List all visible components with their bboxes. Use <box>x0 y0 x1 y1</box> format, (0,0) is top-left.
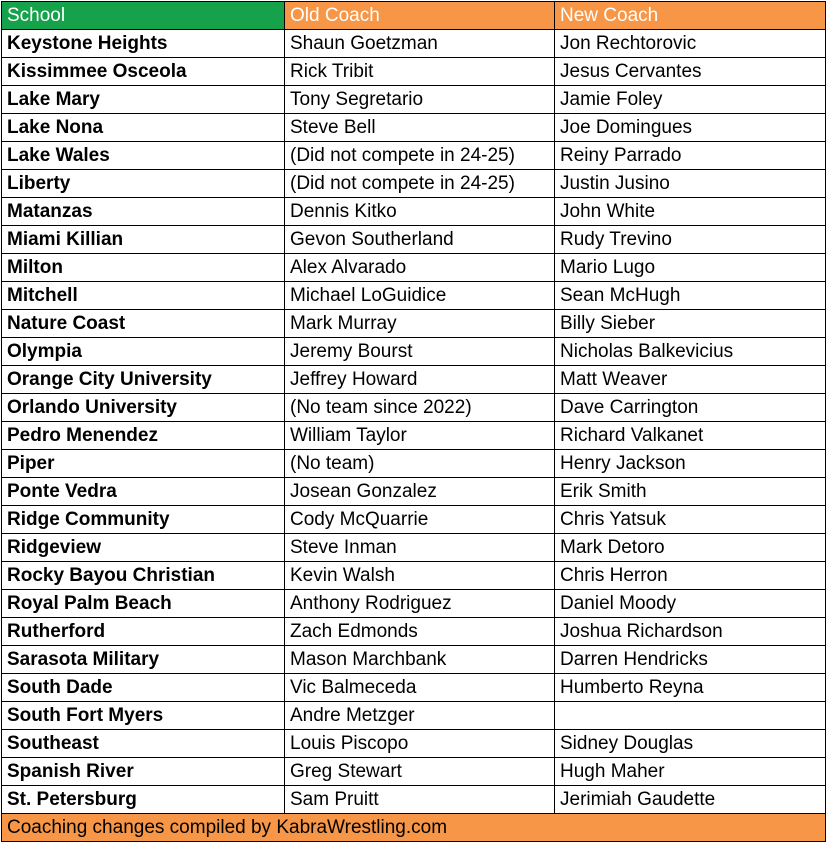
new-coach-cell: Joshua Richardson <box>555 618 826 646</box>
table-row <box>2 198 826 226</box>
school-cell: Royal Palm Beach <box>2 590 285 618</box>
old-coach-cell: Jeffrey Howard <box>285 366 555 394</box>
old-coach-cell: William Taylor <box>285 422 555 450</box>
school-cell: Nature Coast <box>2 310 285 338</box>
new-coach-cell <box>555 702 826 730</box>
new-coach-cell: Justin Jusino <box>555 170 826 198</box>
table-row <box>2 590 826 618</box>
school-cell: Ridge Community <box>2 506 285 534</box>
column-header-school: School <box>2 2 285 30</box>
school-cell: Orange City University <box>2 366 285 394</box>
table-row <box>2 506 826 534</box>
school-cell: Matanzas <box>2 198 285 226</box>
table-row <box>2 114 826 142</box>
school-cell: Lake Wales <box>2 142 285 170</box>
old-coach-cell: Vic Balmeceda <box>285 674 555 702</box>
new-coach-cell: Sean McHugh <box>555 282 826 310</box>
new-coach-cell: Mario Lugo <box>555 254 826 282</box>
new-coach-cell: Nicholas Balkevicius <box>555 338 826 366</box>
old-coach-cell: Rick Tribit <box>285 58 555 86</box>
new-coach-cell: Jesus Cervantes <box>555 58 826 86</box>
table-row <box>2 534 826 562</box>
new-coach-cell: Reiny Parrado <box>555 142 826 170</box>
school-cell: Lake Nona <box>2 114 285 142</box>
old-coach-cell: Steve Inman <box>285 534 555 562</box>
new-coach-cell: Jerimiah Gaudette <box>555 786 826 814</box>
school-cell: Pedro Menendez <box>2 422 285 450</box>
old-coach-cell: Mason Marchbank <box>285 646 555 674</box>
school-cell: Miami Killian <box>2 226 285 254</box>
school-cell: Rocky Bayou Christian <box>2 562 285 590</box>
table-row <box>2 282 826 310</box>
table-row <box>2 86 826 114</box>
old-coach-cell: Anthony Rodriguez <box>285 590 555 618</box>
coaching-changes-sheet <box>0 1 826 842</box>
school-cell: Keystone Heights <box>2 30 285 58</box>
new-coach-cell: Chris Yatsuk <box>555 506 826 534</box>
table-row <box>2 674 826 702</box>
school-cell: Milton <box>2 254 285 282</box>
new-coach-cell: Dave Carrington <box>555 394 826 422</box>
school-cell: Rutherford <box>2 618 285 646</box>
new-coach-cell: Sidney Douglas <box>555 730 826 758</box>
table-row <box>2 142 826 170</box>
table-row <box>2 30 826 58</box>
old-coach-cell: Cody McQuarrie <box>285 506 555 534</box>
table-row <box>2 394 826 422</box>
new-coach-cell: Richard Valkanet <box>555 422 826 450</box>
new-coach-cell: Jon Rechtorovic <box>555 30 826 58</box>
new-coach-cell: Darren Hendricks <box>555 646 826 674</box>
new-coach-cell: Rudy Trevino <box>555 226 826 254</box>
school-cell: Lake Mary <box>2 86 285 114</box>
old-coach-cell: Louis Piscopo <box>285 730 555 758</box>
old-coach-cell: Jeremy Bourst <box>285 338 555 366</box>
table-row <box>2 170 826 198</box>
new-coach-cell: Erik Smith <box>555 478 826 506</box>
new-coach-cell: Hugh Maher <box>555 758 826 786</box>
column-header-old-coach: Old Coach <box>285 2 555 30</box>
table-row <box>2 758 826 786</box>
header-row <box>2 2 826 30</box>
school-cell: Sarasota Military <box>2 646 285 674</box>
new-coach-cell: Joe Domingues <box>555 114 826 142</box>
old-coach-cell: Dennis Kitko <box>285 198 555 226</box>
table-row <box>2 58 826 86</box>
old-coach-cell: Josean Gonzalez <box>285 478 555 506</box>
school-cell: Ridgeview <box>2 534 285 562</box>
old-coach-cell: (Did not compete in 24-25) <box>285 170 555 198</box>
table-row <box>2 338 826 366</box>
table-row <box>2 618 826 646</box>
table-row <box>2 366 826 394</box>
table-row <box>2 702 826 730</box>
table-row <box>2 562 826 590</box>
school-cell: St. Petersburg <box>2 786 285 814</box>
old-coach-cell: Michael LoGuidice <box>285 282 555 310</box>
old-coach-cell: (No team) <box>285 450 555 478</box>
new-coach-cell: John White <box>555 198 826 226</box>
old-coach-cell: Andre Metzger <box>285 702 555 730</box>
old-coach-cell: Tony Segretario <box>285 86 555 114</box>
old-coach-cell: (Did not compete in 24-25) <box>285 142 555 170</box>
new-coach-cell: Mark Detoro <box>555 534 826 562</box>
new-coach-cell: Chris Herron <box>555 562 826 590</box>
table-row <box>2 646 826 674</box>
table-row <box>2 730 826 758</box>
new-coach-cell: Daniel Moody <box>555 590 826 618</box>
school-cell: Piper <box>2 450 285 478</box>
school-cell: Orlando University <box>2 394 285 422</box>
old-coach-cell: Gevon Southerland <box>285 226 555 254</box>
old-coach-cell: (No team since 2022) <box>285 394 555 422</box>
table-row <box>2 310 826 338</box>
table-row <box>2 478 826 506</box>
new-coach-cell: Jamie Foley <box>555 86 826 114</box>
coaching-changes-table <box>1 1 826 842</box>
table-row <box>2 226 826 254</box>
school-cell: Mitchell <box>2 282 285 310</box>
new-coach-cell: Henry Jackson <box>555 450 826 478</box>
footer-row <box>2 814 826 842</box>
column-header-new-coach: New Coach <box>555 2 826 30</box>
old-coach-cell: Alex Alvarado <box>285 254 555 282</box>
new-coach-cell: Matt Weaver <box>555 366 826 394</box>
school-cell: Spanish River <box>2 758 285 786</box>
school-cell: Ponte Vedra <box>2 478 285 506</box>
old-coach-cell: Greg Stewart <box>285 758 555 786</box>
school-cell: Kissimmee Osceola <box>2 58 285 86</box>
school-cell: Southeast <box>2 730 285 758</box>
table-row <box>2 422 826 450</box>
footer-credit: Coaching changes compiled by KabraWrestling.com <box>2 814 826 842</box>
old-coach-cell: Kevin Walsh <box>285 562 555 590</box>
table-row <box>2 450 826 478</box>
school-cell: Liberty <box>2 170 285 198</box>
school-cell: South Dade <box>2 674 285 702</box>
old-coach-cell: Shaun Goetzman <box>285 30 555 58</box>
old-coach-cell: Zach Edmonds <box>285 618 555 646</box>
table-row <box>2 254 826 282</box>
old-coach-cell: Sam Pruitt <box>285 786 555 814</box>
new-coach-cell: Billy Sieber <box>555 310 826 338</box>
school-cell: South Fort Myers <box>2 702 285 730</box>
new-coach-cell: Humberto Reyna <box>555 674 826 702</box>
old-coach-cell: Mark Murray <box>285 310 555 338</box>
school-cell: Olympia <box>2 338 285 366</box>
table-body <box>2 30 826 814</box>
old-coach-cell: Steve Bell <box>285 114 555 142</box>
table-row <box>2 786 826 814</box>
